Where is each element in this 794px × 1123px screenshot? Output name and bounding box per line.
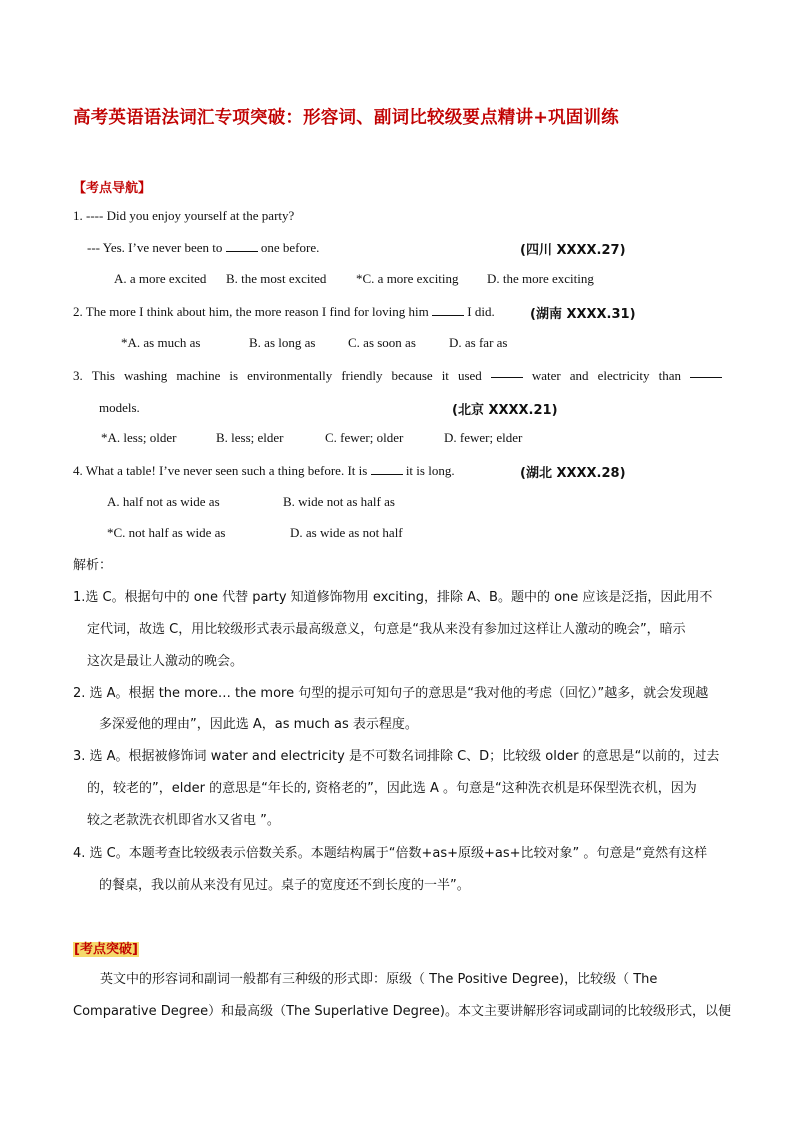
q3-option-c: C. fewer; older — [325, 430, 404, 445]
analysis-line: 4. 选 C。本题考查比较级表示倍数关系。本题结构属于“倍数+as+原级+as+比较对象” 。句意是“竟然有这样 — [73, 846, 708, 861]
q1-line2 — [87, 239, 319, 257]
q1-option-b: B. the most excited — [226, 271, 327, 286]
q2-line1-suffix: I did. — [464, 304, 495, 319]
q3-line2: models. — [99, 400, 140, 415]
q4-option-c: *C. not half as wide as — [107, 525, 226, 540]
q1-option-d: D. the more exciting — [487, 271, 594, 286]
q1-option-c: *C. a more exciting — [356, 271, 459, 286]
q1-line1: 1. ---- Did you enjoy yourself at the party? — [73, 208, 295, 223]
answer-blank — [432, 305, 464, 316]
page-title: 高考英语语法词汇专项突破：形容词、副词比较级要点精讲+巩固训练 — [73, 108, 619, 128]
q4-option-d: D. as wide as not half — [290, 525, 403, 540]
q1-source: (四川 XXXX.27) — [520, 243, 626, 258]
analysis-line: 的，较老的”，elder 的意思是“年长的, 资格老的”，因此选 A 。句意是“这种洗衣机是环保型洗衣机，因为 — [87, 781, 697, 796]
q2-option-a: *A. as much as — [121, 335, 201, 350]
analysis-line: 3. 选 A。根据被修饰词 water and electricity 是不可数名词排除 C、D；比较级 older 的意思是“以前的，过去 — [73, 749, 720, 764]
analysis-line: 较之老款洗衣机即省水又省电 ”。 — [87, 813, 280, 828]
q2-line1-prefix: 2. The more I think about him, the more reason I find for loving him — [73, 304, 432, 319]
analysis-line: 2. 选 A。根据 the more… the more 句型的提示可知句子的意思是“我对他的考虑（回忆）”越多，就会发现越 — [73, 686, 709, 701]
q1-option-a: A. a more excited — [114, 271, 207, 286]
q3-option-b: B. less; elder — [216, 430, 284, 445]
q4-source: (湖北 XXXX.28) — [520, 466, 626, 481]
answer-blank — [226, 241, 258, 252]
q1-line2-suffix: one before. — [257, 240, 320, 255]
answer-blank — [371, 464, 403, 475]
q4-line1-suffix: it is long. — [402, 463, 455, 478]
q2-option-d: D. as far as — [449, 335, 508, 350]
section-break-heading: [考点突破] — [74, 942, 138, 957]
q2-option-c: C. as soon as — [348, 335, 416, 350]
q4-line1-prefix: 4. What a table! I’ve never seen such a thing before. It is — [73, 463, 371, 478]
body-paragraph-line: 英文中的形容词和副词一般都有三种级的形式即：原级（ The Positive Degree)，比较级（ The — [100, 972, 658, 987]
analysis-line: 定代词，故选 C，用比较级形式表示最高级意义，句意是“我从来没有参加过这样让人激动的晚会”，暗示 — [87, 622, 686, 637]
analysis-line: 这次是最让人激动的晚会。 — [87, 654, 244, 669]
q2-source: (湖南 XXXX.31) — [530, 307, 636, 322]
answer-blank — [690, 367, 722, 378]
q4-option-b: B. wide not as half as — [283, 494, 395, 509]
q2-option-b: B. as long as — [249, 335, 316, 350]
q3-source: (北京 XXXX.21) — [452, 403, 558, 418]
analysis-line: 的餐桌，我以前从来没有见过。桌子的宽度还不到长度的一半”。 — [99, 878, 470, 893]
analysis-label: 解析： — [73, 558, 113, 573]
q1-line2-prefix: --- Yes. I’ve never been to — [87, 240, 226, 255]
q3-option-a: *A. less; older — [101, 430, 177, 445]
q2-line1 — [73, 303, 495, 321]
body-paragraph-line: Comparative Degree）和最高级（The Superlative Degree)。本文主要讲解形容词或副词的比较级形式，以便 — [73, 1004, 731, 1019]
q4-line1 — [73, 462, 455, 480]
analysis-line: 1.选 C。根据句中的 one 代替 party 知道修饰物用 exciting，排除 A、B。题中的 one 应该是泛指，因此用不 — [73, 590, 713, 605]
q3-option-d: D. fewer; elder — [444, 430, 523, 445]
analysis-line: 多深爱他的理由”，因此选 A，as much as 表示程度。 — [99, 717, 418, 732]
q4-option-a: A. half not as wide as — [107, 494, 220, 509]
answer-blank — [491, 367, 523, 378]
section-nav-heading: 【考点导航】 — [73, 181, 152, 196]
q3-line1: 3. This washing machine is environmentally friendly because it used water and electricity than — [73, 367, 722, 385]
